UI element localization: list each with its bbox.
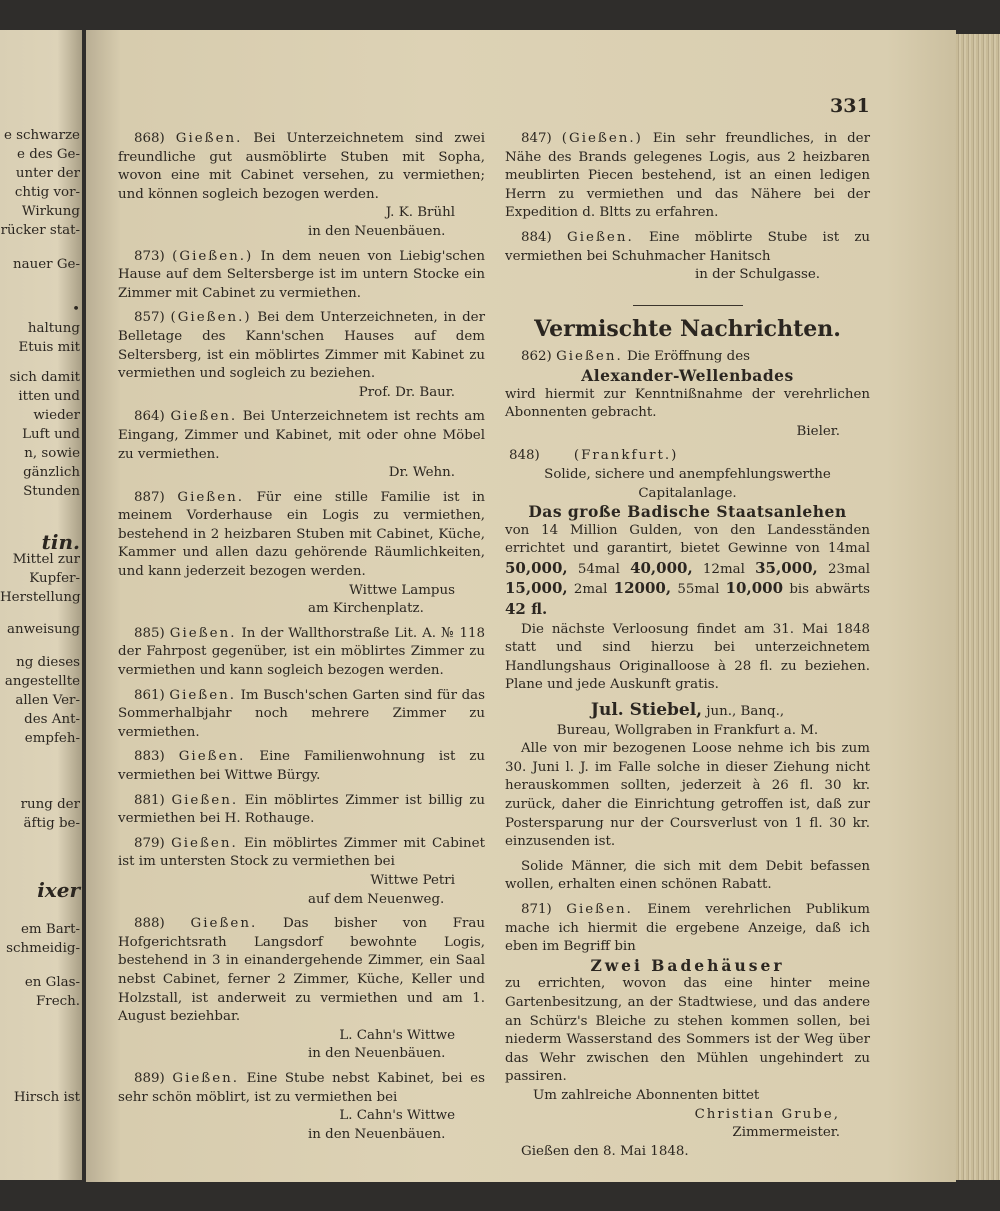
prize-amount: 10,000 (725, 579, 784, 598)
notice-number: 848) (509, 448, 540, 464)
notice-text: In dem neuen von Liebig'schen Hause auf dem Seltersberge ist im untern Stocke ein Zimmer mit Cabinet zu vermiethen. (118, 248, 485, 301)
left-page-line: allen Ver- (15, 693, 80, 708)
left-page-line: itten und (18, 389, 80, 404)
notice-signature-address: am Kirchenplatz. (308, 601, 424, 617)
notice-place: Gießen. (169, 625, 237, 641)
notice-entry (118, 915, 485, 1064)
notice-number: 884) (521, 229, 552, 245)
notice-862 (505, 348, 870, 441)
notice-text: Ein sehr freundliches, in der Nähe des Brands gelegenes Logis, aus 2 heizbaren meublirten Piecen bestehend, ist an einen ledigen Herrn zu vermiethen und das Nähere bei der Expedition d. Bltts zu erfahren. (505, 131, 871, 221)
notice-signature-address: in der Schulgasse. (695, 267, 821, 283)
notice-entry (118, 687, 485, 743)
notice-place: Gießen. (172, 1070, 240, 1086)
notice-place: Gießen. (567, 229, 634, 245)
prize-count: 55mal (677, 582, 720, 598)
notice-text: In der Wallthorstraße Lit. A. № 118 der Fahrpost gegenüber, ist ein möblirtes Zimmer zu vermiethen und kann sogleich bezogen werden. (118, 625, 485, 679)
left-page-line: em Bart- (20, 922, 80, 937)
left-page-line: des Ant- (24, 712, 80, 727)
notice-signature: L. Cahn's Wittwe (339, 1108, 455, 1124)
page-edges (956, 34, 1000, 1180)
notice-place: Gießen. (177, 489, 245, 505)
left-page-line: ixer (37, 878, 80, 902)
left-page-line: Etuis mit (18, 340, 80, 355)
notice-signature: Wittwe Lampus (349, 582, 455, 598)
notice-text: Ein möblirtes Zimmer mit Cabinet ist im untersten Stock zu vermiethen bei (118, 835, 485, 870)
notice-text: Eine Stube nebst Kabinet, bei es sehr schön möblirt, ist zu vermiethen bei (118, 1070, 485, 1105)
notice-signature-title: Zimmermeister. (732, 1125, 840, 1141)
notice-number: 868) (134, 131, 165, 146)
left-page (0, 30, 82, 1180)
notice-signature: Dr. Wehn. (388, 465, 455, 481)
notice-entry (118, 130, 485, 242)
notice-place: Gießen. (190, 916, 258, 932)
notice-place: Gießen. (170, 409, 238, 425)
notice-text: Alle von mir bezogenen Loose nehme ich bis zum 30. Juni l. J. im Falle solche in dieser Ziehung nicht herauskommen sollten, jederzeit à 26 fl. 30 kr. zurück, daher die Einrichtung getroffen ist, daß zur Postersparung nur der Coursverlust von 1 fl. 30 kr. einzusenden ist. (505, 741, 870, 850)
prize-count: bis abwärts (789, 582, 870, 598)
firm-name: Jul. Stiebel, (590, 700, 703, 721)
left-page-line: rücker stat- (0, 223, 80, 238)
notice-entry (118, 792, 485, 829)
notice-number: 889) (134, 1070, 165, 1086)
left-page-line: haltung (27, 321, 80, 336)
notice-number: 881) (134, 792, 165, 808)
notice-number: 861) (134, 687, 165, 703)
notice-signature: Christian Grube, (694, 1106, 840, 1122)
left-page-line: unter der (15, 166, 80, 181)
notice-text: Für eine stille Familie ist in meinem Vorderhause ein Logis zu vermiethen, bestehend in 2 heizbaren Stuben mit Cabinet, Küche, Kammer und allen dazu gehörende Räumlichkeiten, und kann jederzeit bezogen werden. (118, 489, 485, 580)
left-page-line: nauer Ge- (13, 257, 80, 272)
left-page-line: äftig be- (23, 816, 80, 831)
notice-entry (118, 625, 485, 681)
notice-text: von 14 Million Gulden, von den Landesständen errichtet und garantirt, bietet Gewinne von 14mal (505, 522, 870, 557)
left-page-line: anweisung (7, 622, 80, 637)
left-page-line: schmeidig- (6, 941, 80, 956)
left-page-line: e schwarze (3, 128, 80, 143)
notice-text: Bei Unterzeichnetem sind zwei freundliche gut ausmöblirte Stuben mit Sopha, wovon eine mit Cabinet versehen, zu vermiethen; und können sogleich bezogen werden. (118, 131, 486, 202)
left-page-line: e des Ge- (17, 147, 80, 162)
notice-signature-address: in den Neuenbäuen. (308, 223, 446, 239)
notice-text: Solide Männer, die sich mit dem Debit befassen wollen, erhalten einen schönen Rabatt. (505, 858, 870, 893)
notice-text: wird hiermit zur Kenntnißnahme der verehrlichen Abonnenten gebracht. (505, 386, 870, 421)
left-page-line: Kupfer- (29, 571, 80, 586)
notice-entry (118, 489, 485, 619)
notice-entry (505, 130, 870, 223)
prize-amount: 15,000, (505, 579, 568, 598)
left-page-line: Mittel zur (12, 552, 80, 567)
notice-place: (Gießen.) (561, 131, 643, 146)
notice-place: (Gießen.) (172, 248, 254, 264)
notice-place: Gießen. (178, 749, 246, 765)
notice-entry (118, 835, 485, 909)
notice-number: 857) (134, 310, 165, 326)
notice-entry (118, 408, 485, 482)
notice-title: Zwei Badehäuser (590, 955, 785, 975)
left-page-line: Stunden (23, 484, 80, 499)
notice-signature: J. K. Brühl (385, 205, 455, 221)
left-page-line: sich damit (9, 370, 80, 385)
left-page-line: Frech. (36, 994, 80, 1009)
notice-signature-address: in den Neuenbäuen. (308, 1126, 446, 1142)
notice-text: Eine möblirte Stube ist zu vermiethen bei Schuhmacher Hanitsch (505, 229, 870, 264)
notice-entry (505, 229, 870, 285)
notice-signature-address: auf dem Neuenweg. (308, 891, 445, 907)
notice-text: Einem verehrlichen Publikum mache ich hiermit die ergebene Anzeige, daß ich eben im Begriff bin (505, 901, 870, 955)
notice-text: Im Busch'schen Garten sind für das Sommerhalbjahr noch mehrere Zimmer zu vermiethen. (118, 687, 485, 740)
prize-count: 23mal (827, 561, 870, 577)
page-number: 331 (830, 95, 870, 117)
notice-text: Eine Familienwohnung ist zu vermiethen bei Wittwe Bürgy. (118, 749, 485, 783)
notice-entry (118, 748, 485, 785)
left-page-line: en Glas- (24, 975, 80, 990)
notice-place: Gießen. (566, 901, 633, 917)
notice-number: 885) (134, 625, 165, 641)
notice-848 (505, 447, 870, 895)
notice-text: Um zahlreiche Abonnenten bittet (533, 1087, 760, 1103)
notice-number: 887) (134, 489, 165, 505)
firm-address: Bureau, Wollgraben in Frankfurt a. M. (556, 722, 819, 738)
notice-number: 847) (521, 131, 552, 146)
notice-place: Gießen. (171, 835, 238, 851)
notice-text: zu errichten, wovon das eine hinter meine Gartenbesitzung, an der Stadtwiese, und das andere an Schürz's Bleiche zu stehen kommen sollen, bei niederm Wasserstand des Sommers ist der Weg über das Wehr zwischen den Mühlen ungehindert zu passiren. (505, 976, 870, 1085)
notice-number: 888) (134, 916, 165, 932)
left-page-line: empfeh- (24, 731, 80, 746)
notice-place: Gießen. (169, 687, 237, 703)
notice-entry (118, 248, 485, 304)
notice-signature: Bieler. (796, 423, 840, 439)
notice-prize-text (505, 522, 870, 621)
notice-number: 862) (521, 349, 552, 365)
right-column (505, 130, 870, 1167)
notice-number: 879) (134, 835, 165, 851)
left-page-line: gänzlich (23, 465, 80, 480)
left-page-line: Wirkung (21, 204, 80, 219)
left-page-line: wieder (33, 408, 80, 423)
left-page-line: tin. (41, 530, 80, 554)
notice-date: Gießen den 8. Mai 1848. (521, 1143, 689, 1159)
notice-signature-address: in den Neuenbäuen. (308, 1046, 446, 1062)
notice-number: 873) (134, 248, 165, 264)
notice-number: 871) (521, 901, 552, 917)
prize-count: 12mal (702, 561, 745, 577)
notice-text: Ein möblirtes Zimmer ist billig zu vermiethen bei H. Rothauge. (118, 792, 485, 827)
notice-text: Bei dem Unterzeichneten, in der Belletage des Kann'schen Hauses auf dem Seltersberg, ist ein möblirtes Zimmer mit Kabinet zu vermiethen und sogleich zu beziehen. (118, 310, 485, 382)
notice-text: Die Eröffnung des (626, 349, 751, 365)
left-page-line: Hirsch ist (13, 1090, 80, 1105)
left-page-line: chtig vor- (14, 185, 80, 200)
prize-amount: 12000, (613, 579, 672, 598)
prize-count: 2mal (573, 582, 608, 598)
left-page-line: • (72, 302, 80, 317)
separator-rule (633, 305, 743, 306)
notice-signature: L. Cahn's Wittwe (339, 1027, 455, 1043)
notice-place: (Gießen.) (170, 310, 252, 326)
section-heading: Vermischte Nachrichten. (534, 315, 841, 342)
left-page-line: rung der (20, 797, 80, 812)
left-page-line: ng dieses (16, 655, 80, 670)
left-page-line: angestellte (4, 674, 80, 689)
firm-suffix: jun., Banq., (706, 704, 785, 720)
prize-amount: 40,000, (630, 558, 693, 577)
left-page-line: Luft und (22, 427, 80, 442)
prize-amount: 35,000, (755, 558, 818, 577)
left-page-line: Herstellung (0, 590, 81, 605)
prize-amount: 50,000, (505, 558, 568, 577)
notice-entry (118, 309, 485, 402)
notice-number: 883) (134, 749, 165, 765)
notice-title: Das große Badische Staatsanlehen (528, 502, 847, 522)
notice-place: Gießen. (171, 792, 239, 808)
notice-text: Die nächste Verloosung findet am 31. Mai 1848 statt und sind hierzu bei unterzeichnetem Handlungshaus Originalloose à 28 fl. zu beziehen. Plane und jede Auskunft gratis. (505, 621, 870, 693)
notice-place: (Frankfurt.) (573, 448, 679, 464)
notice-number: 864) (134, 409, 165, 425)
notice-entry (118, 1070, 485, 1144)
notice-place: Gießen. (556, 349, 623, 365)
notice-signature: Prof. Dr. Baur. (358, 384, 455, 400)
prize-amount: 42 fl. (505, 600, 548, 619)
left-page-line: n, sowie (24, 446, 80, 461)
notice-text: Bei Unterzeichnetem ist rechts am Eingang, Zimmer und Kabinet, mit oder ohne Möbel zu vermiethen. (118, 409, 485, 462)
notice-text: Das bisher von Frau Hofgerichtsrath Langsdorf bewohnte Logis, bestehend in 3 in einandergehende Zimmer, ein Saal nebst Cabinet, ferner 2 Zimmer, Küche, Keller und Holzstall, ist anderweit zu vermiethen und am 1. August beziehbar. (118, 916, 485, 1025)
prize-count: 54mal (577, 561, 620, 577)
notice-place: Gießen. (175, 131, 243, 146)
left-column (118, 130, 485, 1150)
notice-subtitle: Solide, sichere und anempfehlungswerthe Capitalanlage. (544, 466, 831, 501)
notice-871 (505, 901, 870, 1161)
notice-title: Alexander-Wellenbades (581, 365, 794, 385)
notice-signature: Wittwe Petri (370, 872, 455, 888)
